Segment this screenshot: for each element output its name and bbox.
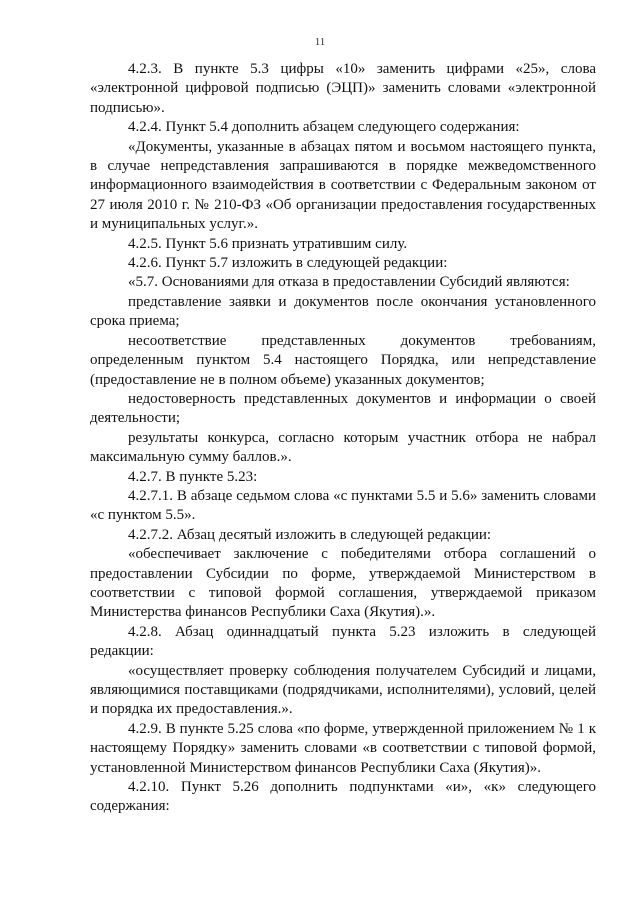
paragraph-4-2-9: 4.2.9. В пункте 5.25 слова «по форме, утвержденной приложением № 1 к настоящему Порядку» заменить словами «в соответствии с типовой формой, установленной Министерством финансов Республики Саха (Якутия)».: [90, 720, 596, 776]
paragraph-4-2-4: 4.2.4. Пункт 5.4 дополнить абзацем следующего содержания:: [128, 119, 520, 136]
paragraph-4-2-6: 4.2.6. Пункт 5.7 изложить в следующей редакции:: [128, 255, 448, 272]
paragraph-4-2-7-2: 4.2.7.2. Абзац десятый изложить в следующей редакции:: [128, 526, 492, 543]
paragraph-4-2-7-1: 4.2.7.1. В абзаце седьмом слова «с пунктами 5.5 и 5.6» заменить словами «с пунктом 5.5».: [90, 487, 596, 524]
paragraph-refusal-reason-3: недостоверность представленных документов и информации о своей деятельности;: [90, 390, 596, 427]
paragraph-refusal-reason-2: несоответствие представленных документов требованиям, определенным пунктом 5.4 настоящего Порядка, или непредставление (предоставление не в полном объеме) указанных документов;: [90, 332, 596, 388]
paragraph-4-2-8: 4.2.8. Абзац одиннадцатый пункта 5.23 изложить в следующей редакции:: [90, 623, 596, 660]
paragraph-4-2-10: 4.2.10. Пункт 5.26 дополнить подпунктами «и», «к» следующего содержания:: [90, 779, 596, 815]
page-number: 11: [314, 36, 326, 48]
paragraph-4-2-3: 4.2.3. В пункте 5.3 цифры «10» заменить цифрами «25», слова «электронной цифровой подписью (ЭЦП)» заменить словами «электронной подписью».: [90, 61, 596, 116]
document-body: [90, 60, 596, 817]
paragraph-quote-documents: «Документы, указанные в абзацах пятом и восьмом настоящего пункта, в случае непредставления запрашиваются в порядке межведомственного информационного взаимодействия в соответствии с Федеральным законом от 27 июля 2010 г. № 210-ФЗ «Об организации предоставления государственных и муниципальных услуг.».: [90, 138, 596, 233]
paragraph-5-7: «5.7. Основаниями для отказа в предоставлении Субсидий являются:: [128, 274, 570, 291]
paragraph-refusal-reason-4: результаты конкурса, согласно которым участник отбора не набрал максимальную сумму баллов.».: [90, 429, 596, 466]
paragraph-4-2-5: 4.2.5. Пункт 5.6 признать утратившим силу.: [128, 235, 408, 252]
paragraph-quote-agreements: «обеспечивает заключение с победителями отбора соглашений о предоставлении Субсидии по форме, утверждаемой Министерством в соответствии с типовой формой соглашения, утверждаемой приказом Министерства финансов Республики Саха (Якутия).».: [90, 546, 596, 621]
paragraph-quote-compliance: «осуществляет проверку соблюдения получателем Субсидий и лицами, являющимися поставщиками (подрядчиками, исполнителями), условий, целей и порядка их предоставления.».: [90, 662, 596, 718]
paragraph-refusal-reason-1: представление заявки и документов после окончания установленного срока приема;: [90, 293, 596, 330]
paragraph-4-2-7: 4.2.7. В пункте 5.23:: [128, 468, 258, 485]
